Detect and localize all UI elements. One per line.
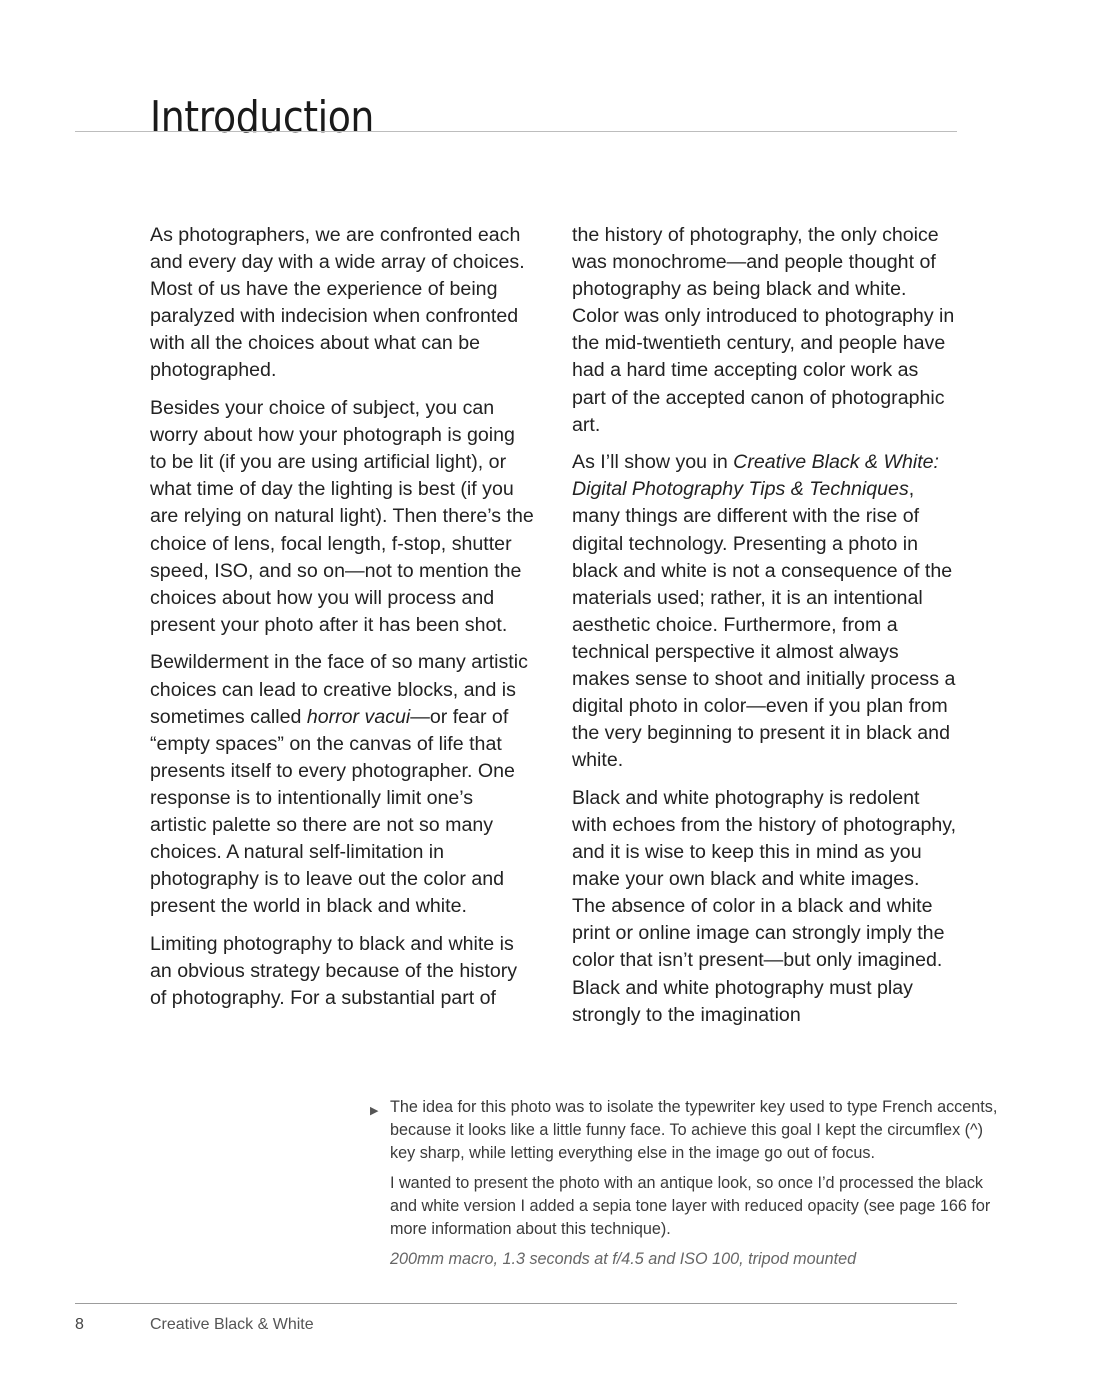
text-run: Bewilderment in the face of so many artistic choices can lead to creative blocks, and is sometimes called <box>150 651 528 728</box>
caption-paragraph: I wanted to present the photo with an antique look, so once I’d processed the black and white version I added a sepia tone layer with reduced opacity (see page 166 for more information about this technique). <box>390 1174 991 1238</box>
triangle-marker-icon: ▶ <box>370 1105 379 1117</box>
page-title: Introduction <box>150 92 374 143</box>
right-column <box>572 222 957 1039</box>
paragraph: As photographers, we are confronted each and every day with a wide array of choices. Most of us have the experience of being paralyzed with indecision when confronted with all the choices about what can be photographed. <box>150 224 525 382</box>
footer-rule <box>75 1303 957 1304</box>
paragraph <box>150 649 535 920</box>
title-rule <box>75 131 957 132</box>
paragraph: Limiting photography to black and white is an obvious strategy because of the history of photography. For a substantial part of <box>150 932 518 1010</box>
text-run: , many things are different with the rise of digital technology. Presenting a photo in black and white is not a consequence of the materials used; rather, it is an intentional aesthetic choice. Furthermore, from a technical perspective it almost always makes sense to shoot and initially process a digital photo in color—even if you plan from the very beginning to present it in black and white. <box>572 478 956 772</box>
caption-paragraph: The idea for this photo was to isolate the typewriter key used to type French accents, because it looks like a little funny face. To achieve this goal I kept the circumflex (^) key sharp, while letting everything else in the image go out of focus. <box>390 1098 998 1162</box>
left-column <box>150 222 535 1023</box>
paragraph: Besides your choice of subject, you can worry about how your photograph is going to be lit (if you are using artificial light), or what time of day the lighting is best (if you are relying on natural light). Then there’s the choice of lens, focal length, f-stop, shutter speed, ISO, and so on—not to mention the choices about how you will process and present your photo after it has been shot. <box>150 397 534 636</box>
running-title: Creative Black & White <box>150 1316 314 1333</box>
paragraph: Black and white photography is redolent with echoes from the history of photography, and it is wise to keep this in mind as you make your own black and white images. The absence of color in a black and white print or online image can strongly imply the color that isn’t present—but only imagined. Black and white photography must play strongly to the imagination <box>572 786 957 1026</box>
paragraph <box>572 449 957 774</box>
italic-term: horror vacui <box>306 705 411 728</box>
camera-settings: 200mm macro, 1.3 seconds at f/4.5 and ISO 100, tripod mounted <box>390 1250 857 1268</box>
book-title: Creative Black & White: Digital Photography Tips & Techniques <box>572 451 939 501</box>
text-run: As I’ll show you in <box>572 451 734 474</box>
photo-caption <box>370 1096 1002 1278</box>
text-run: —or fear of “empty spaces” on the canvas of life that presents itself to every photographer. One response is to intentionally limit one’s artistic palette so there are not so many choices. A natural self-limitation in photography is to leave out the color and present the world in black and white. <box>150 705 515 918</box>
page-number: 8 <box>75 1316 84 1333</box>
paragraph: the history of photography, the only choice was monochrome—and people thought of photography as being black and white. Color was only introduced to photography in the mid-twentieth century, and people have had a hard time accepting color work as part of the accepted canon of photographic art. <box>572 224 955 436</box>
